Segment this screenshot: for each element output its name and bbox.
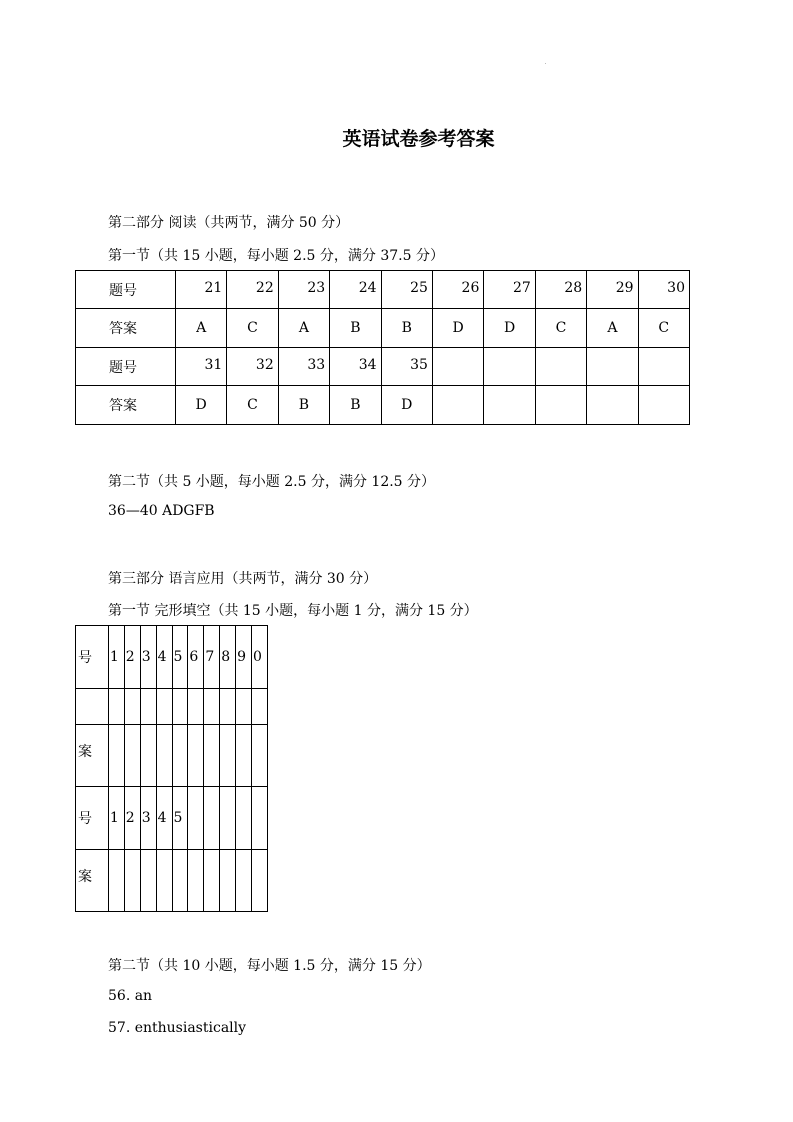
question-number bbox=[236, 787, 252, 850]
answer-cell bbox=[140, 850, 156, 912]
question-number: 32 bbox=[227, 348, 278, 386]
answer-cell bbox=[108, 850, 124, 912]
question-number bbox=[484, 348, 535, 386]
row-label-answer: 案 bbox=[76, 850, 109, 912]
question-number bbox=[252, 787, 268, 850]
question-number: 24 bbox=[330, 271, 381, 309]
question-number: 4 bbox=[156, 787, 172, 850]
empty-cell bbox=[108, 689, 124, 725]
answer-cell: B bbox=[330, 386, 381, 425]
answer-cell bbox=[188, 850, 204, 912]
part2-heading: 第二部分 阅读（共两节，满分 50 分） bbox=[108, 215, 350, 231]
answer-cell: D bbox=[175, 386, 226, 425]
answer-cell: B bbox=[381, 309, 432, 348]
question-number: 23 bbox=[278, 271, 329, 309]
part2-section2-heading: 第二节（共 5 小题，每小题 2.5 分，满分 12.5 分） bbox=[108, 474, 436, 490]
question-number: 26 bbox=[432, 271, 483, 309]
question-number: 30 bbox=[638, 271, 689, 309]
question-number: 5 bbox=[172, 787, 188, 850]
answer-cell bbox=[587, 386, 638, 425]
question-number: 34 bbox=[330, 348, 381, 386]
question-number: 3 bbox=[140, 626, 156, 689]
row-label-answer: 答案 bbox=[76, 386, 176, 425]
answer-cell bbox=[140, 725, 156, 787]
question-number: 8 bbox=[220, 626, 236, 689]
part3-section2-heading: 第二节（共 10 小题，每小题 1.5 分，满分 15 分） bbox=[108, 958, 431, 974]
answer-cell bbox=[236, 850, 252, 912]
question-number: 0 bbox=[252, 626, 268, 689]
empty-cell bbox=[252, 689, 268, 725]
answer-cell bbox=[220, 850, 236, 912]
question-number: 33 bbox=[278, 348, 329, 386]
question-number: 4 bbox=[156, 626, 172, 689]
answer-cell bbox=[220, 725, 236, 787]
empty-cell bbox=[172, 689, 188, 725]
answer-cell bbox=[204, 725, 220, 787]
question-number bbox=[535, 348, 586, 386]
question-number: 25 bbox=[381, 271, 432, 309]
answer-cell: C bbox=[227, 309, 278, 348]
question-number bbox=[638, 348, 689, 386]
empty-cell bbox=[204, 689, 220, 725]
answer-cell: D bbox=[484, 309, 535, 348]
part2-section1-heading: 第一节（共 15 小题，每小题 2.5 分，满分 37.5 分） bbox=[108, 248, 444, 264]
question-number bbox=[432, 348, 483, 386]
answer-cell: B bbox=[278, 386, 329, 425]
table-row bbox=[76, 271, 690, 309]
cloze-answer-table bbox=[75, 625, 268, 912]
question-number bbox=[587, 348, 638, 386]
answer-line: 56. an bbox=[108, 988, 153, 1004]
answer-cell bbox=[252, 725, 268, 787]
question-number: 5 bbox=[172, 626, 188, 689]
question-number: 6 bbox=[188, 626, 204, 689]
answer-cell bbox=[188, 725, 204, 787]
answer-cell: B bbox=[330, 309, 381, 348]
question-number: 22 bbox=[227, 271, 278, 309]
question-number: 21 bbox=[175, 271, 226, 309]
answer-cell bbox=[432, 386, 483, 425]
question-number: 9 bbox=[236, 626, 252, 689]
question-number: 1 bbox=[108, 626, 124, 689]
question-number: 27 bbox=[484, 271, 535, 309]
question-number: 3 bbox=[140, 787, 156, 850]
empty-cell bbox=[188, 689, 204, 725]
answer-cell bbox=[484, 386, 535, 425]
table-row bbox=[76, 725, 268, 787]
table-row bbox=[76, 850, 268, 912]
question-number: 2 bbox=[124, 626, 140, 689]
empty-cell bbox=[76, 689, 109, 725]
table-row bbox=[76, 386, 690, 425]
question-number: 2 bbox=[124, 787, 140, 850]
answer-cell bbox=[108, 725, 124, 787]
answer-line: 57. enthusiastically bbox=[108, 1020, 247, 1036]
empty-cell bbox=[124, 689, 140, 725]
question-number: 28 bbox=[535, 271, 586, 309]
answer-cell: D bbox=[381, 386, 432, 425]
answer-cell: C bbox=[227, 386, 278, 425]
table-row bbox=[76, 348, 690, 386]
answer-cell bbox=[124, 850, 140, 912]
stray-mark bbox=[545, 63, 546, 64]
table-row bbox=[76, 309, 690, 348]
part2-section2-answer: 36—40 ADGFB bbox=[108, 503, 215, 519]
answer-cell bbox=[172, 850, 188, 912]
answer-cell: A bbox=[278, 309, 329, 348]
table-row bbox=[76, 626, 268, 689]
answer-cell: C bbox=[638, 309, 689, 348]
answer-cell: A bbox=[175, 309, 226, 348]
answer-cell bbox=[156, 850, 172, 912]
row-label-answer: 答案 bbox=[76, 309, 176, 348]
question-number bbox=[204, 787, 220, 850]
empty-cell bbox=[220, 689, 236, 725]
row-label-number: 号 bbox=[76, 626, 109, 689]
reading-answer-table bbox=[75, 270, 690, 425]
question-number: 29 bbox=[587, 271, 638, 309]
empty-cell bbox=[156, 689, 172, 725]
answer-cell bbox=[172, 725, 188, 787]
question-number: 1 bbox=[108, 787, 124, 850]
row-label-answer: 案 bbox=[76, 725, 109, 787]
part3-section1-heading: 第一节 完形填空（共 15 小题，每小题 1 分，满分 15 分） bbox=[108, 603, 478, 619]
answer-cell: C bbox=[535, 309, 586, 348]
empty-cell bbox=[140, 689, 156, 725]
answer-cell: D bbox=[432, 309, 483, 348]
row-label-number: 题号 bbox=[76, 348, 176, 386]
table-row bbox=[76, 787, 268, 850]
question-number: 31 bbox=[175, 348, 226, 386]
question-number: 35 bbox=[381, 348, 432, 386]
row-label-number: 题号 bbox=[76, 271, 176, 309]
part3-heading: 第三部分 语言应用（共两节，满分 30 分） bbox=[108, 571, 378, 587]
empty-cell bbox=[236, 689, 252, 725]
row-label-number: 号 bbox=[76, 787, 109, 850]
page-title: 英语试卷参考答案 bbox=[342, 128, 495, 150]
answer-cell bbox=[535, 386, 586, 425]
question-number bbox=[188, 787, 204, 850]
question-number: 7 bbox=[204, 626, 220, 689]
answer-cell bbox=[638, 386, 689, 425]
answer-cell bbox=[124, 725, 140, 787]
table-row bbox=[76, 689, 268, 725]
answer-cell bbox=[236, 725, 252, 787]
answer-cell bbox=[204, 850, 220, 912]
answer-cell bbox=[252, 850, 268, 912]
question-number bbox=[220, 787, 236, 850]
answer-cell bbox=[156, 725, 172, 787]
answer-cell: A bbox=[587, 309, 638, 348]
